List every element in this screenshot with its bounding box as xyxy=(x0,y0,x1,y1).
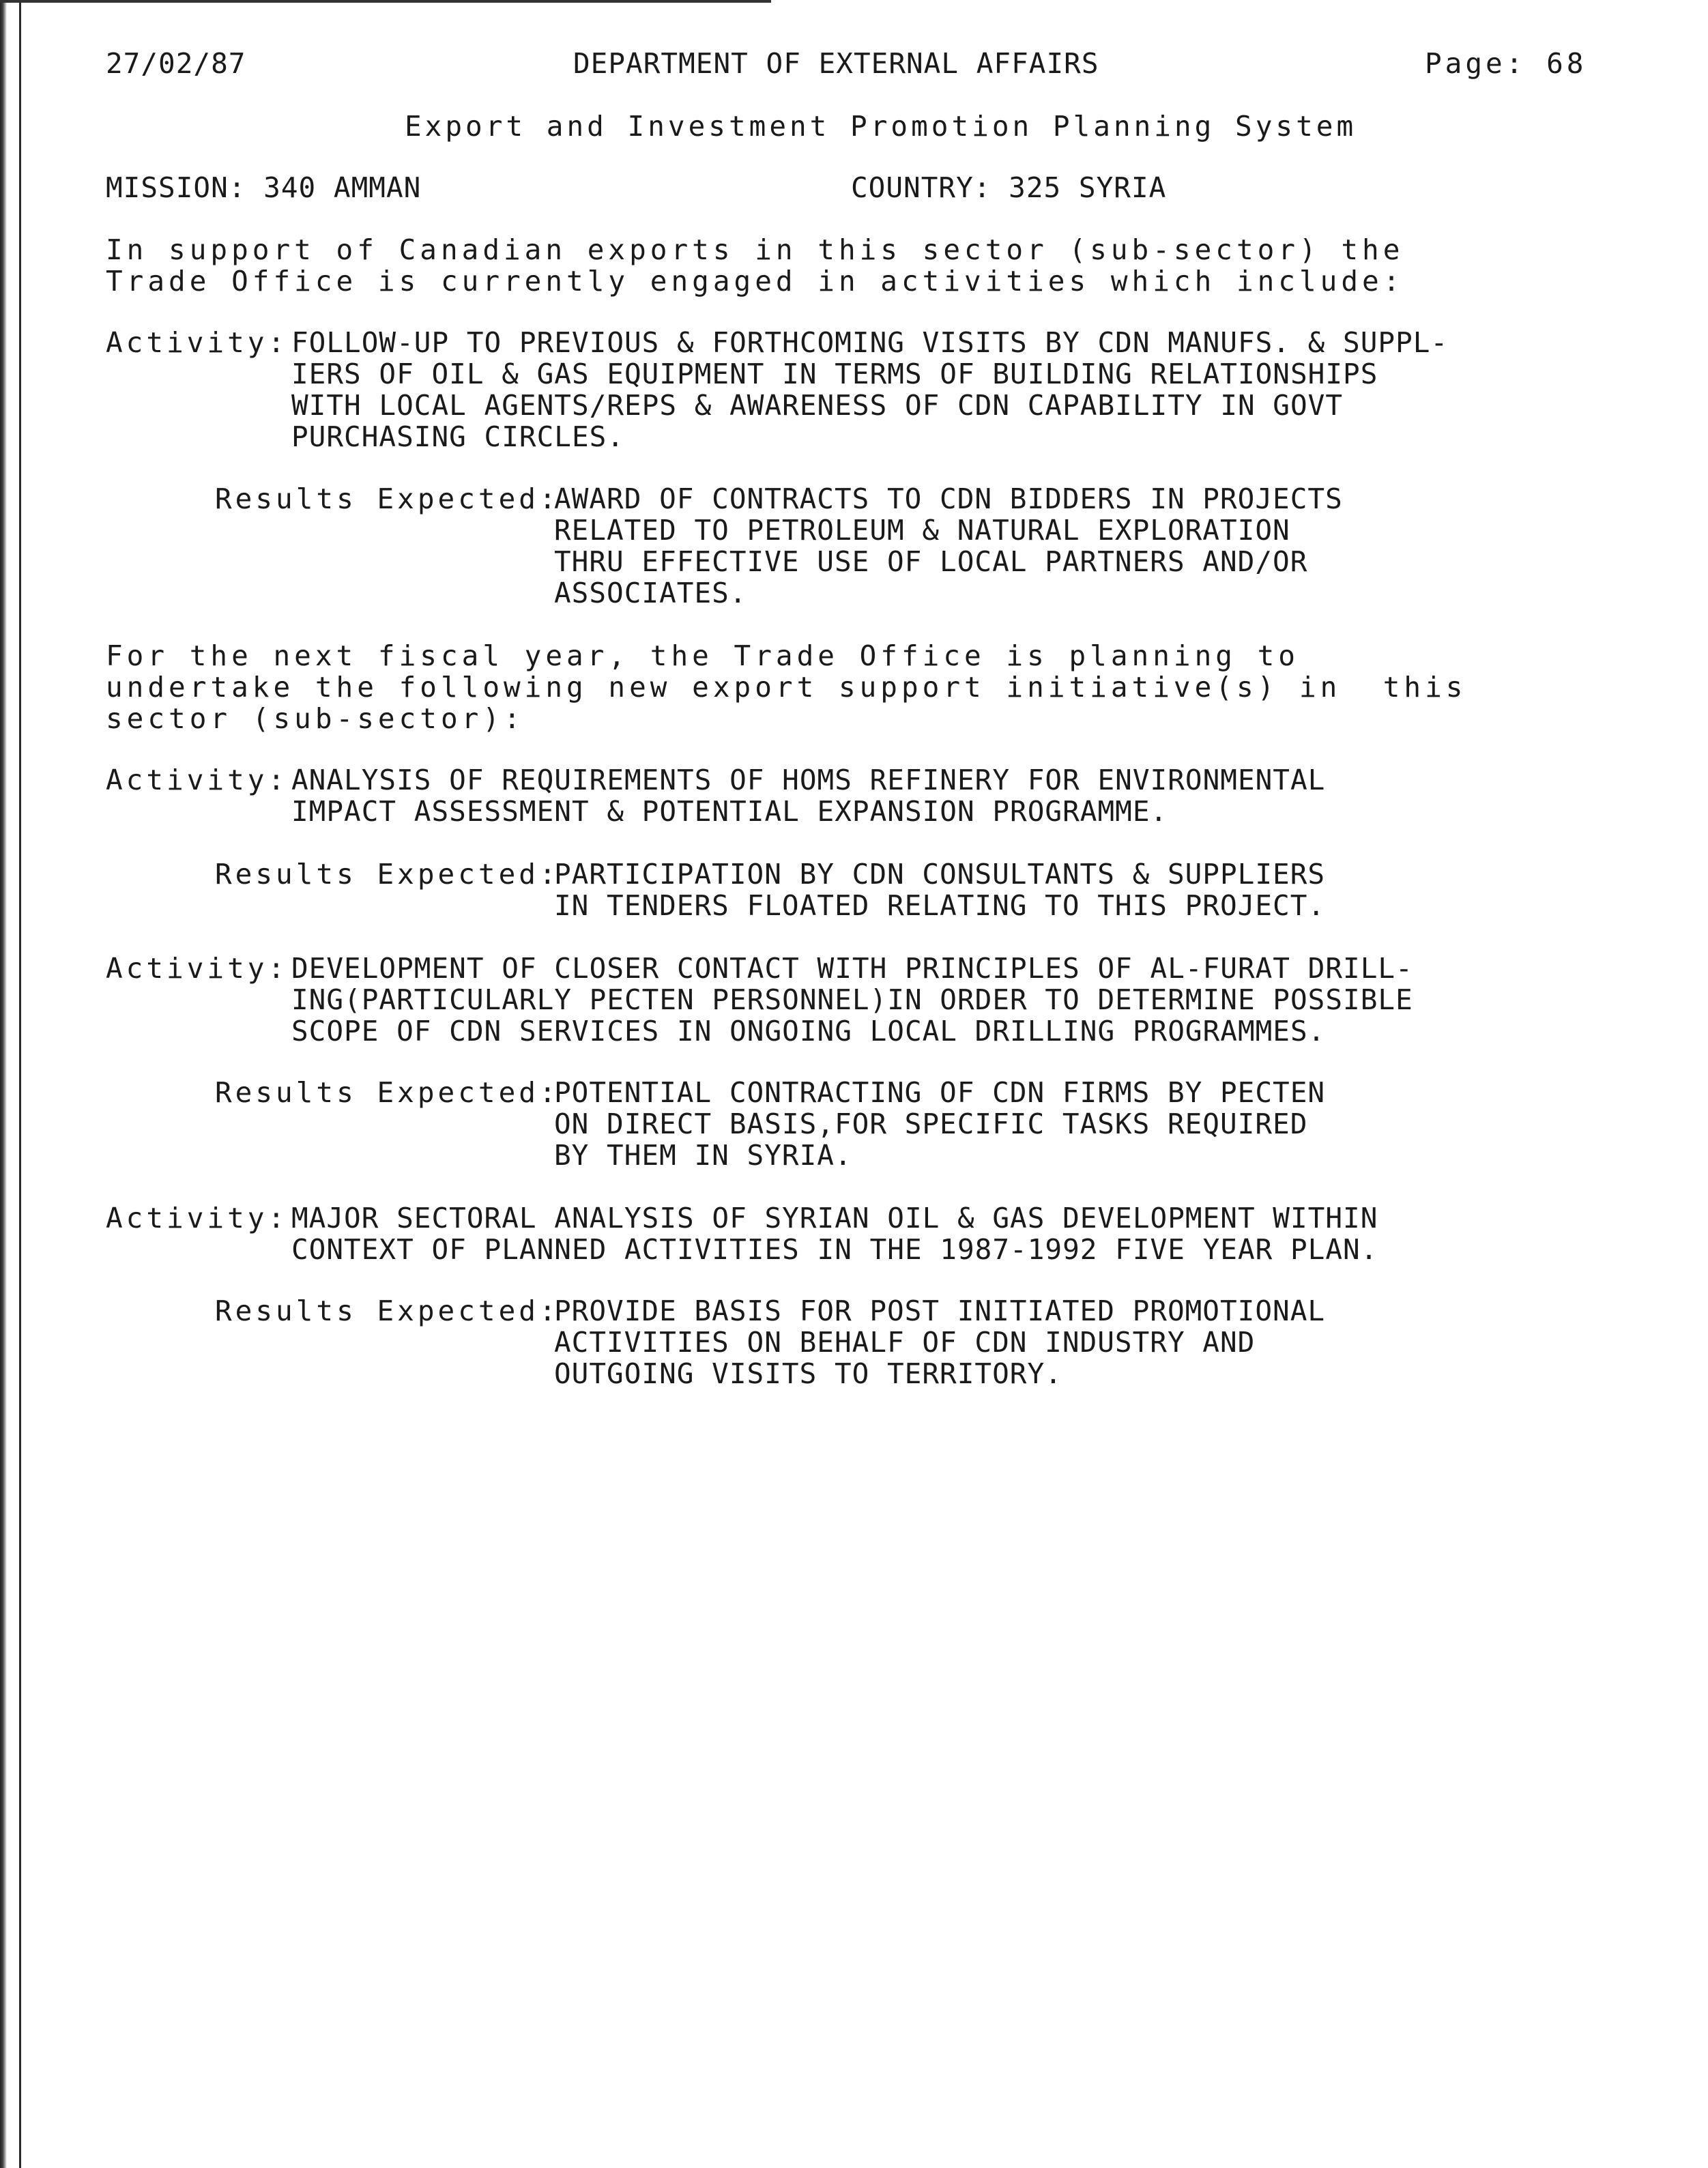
results-text-line: AWARD OF CONTRACTS TO CDN BIDDERS IN PROJECTS xyxy=(554,482,1343,515)
department-name: DEPARTMENT OF EXTERNAL AFFAIRS xyxy=(573,47,1099,80)
planned-intro-line: sector (sub-sector): xyxy=(106,702,525,735)
results-label: Results Expected: xyxy=(215,482,560,515)
results-text-line: BY THEM IN SYRIA. xyxy=(554,1139,852,1172)
current-intro-line: Trade Office is currently engaged in activities which include: xyxy=(106,265,1404,298)
mission-field: MISSION: 340 AMMAN xyxy=(106,171,422,204)
activity-label: Activity: xyxy=(106,764,289,796)
results-text-line: PARTICIPATION BY CDN CONSULTANTS & SUPPLIERS xyxy=(554,858,1326,891)
activity-label: Activity: xyxy=(106,326,289,359)
scan-edge-left xyxy=(0,0,7,2168)
results-text-line: PROVIDE BASIS FOR POST INITIATED PROMOTIONAL xyxy=(554,1295,1326,1327)
activity-text-line: IERS OF OIL & GAS EQUIPMENT IN TERMS OF BUILDING RELATIONSHIPS xyxy=(291,358,1378,390)
system-title: Export and Investment Promotion Planning System xyxy=(405,110,1357,143)
current-intro-line: In support of Canadian exports in this sector (sub-sector) the xyxy=(106,233,1404,266)
activity-text-line: ING(PARTICULARLY PECTEN PERSONNEL)IN ORDER TO DETERMINE POSSIBLE xyxy=(291,983,1413,1016)
activity-text-line: ANALYSIS OF REQUIREMENTS OF HOMS REFINERY FOR ENVIRONMENTAL xyxy=(291,764,1326,796)
scan-edge-top xyxy=(0,0,771,3)
results-text-line: THRU EFFECTIVE USE OF LOCAL PARTNERS AND/OR xyxy=(554,545,1308,578)
report-date: 27/02/87 xyxy=(106,47,246,80)
activity-text-line: MAJOR SECTORAL ANALYSIS OF SYRIAN OIL & GAS DEVELOPMENT WITHIN xyxy=(291,1202,1378,1234)
results-label: Results Expected: xyxy=(215,858,560,891)
results-text-line: IN TENDERS FLOATED RELATING TO THIS PROJECT. xyxy=(554,889,1326,922)
planned-intro-line: undertake the following new export support initiative(s) in this xyxy=(106,671,1467,704)
scan-edge-rule xyxy=(19,0,21,2168)
results-text-line: POTENTIAL CONTRACTING OF CDN FIRMS BY PECTEN xyxy=(554,1076,1326,1109)
results-text-line: ASSOCIATES. xyxy=(554,577,747,609)
activity-text-line: DEVELOPMENT OF CLOSER CONTACT WITH PRINCIPLES OF AL-FURAT DRILL- xyxy=(291,952,1413,985)
page-number: Page: 68 xyxy=(1425,47,1587,80)
results-label: Results Expected: xyxy=(215,1295,560,1327)
results-text-line: OUTGOING VISITS TO TERRITORY. xyxy=(554,1357,1062,1390)
results-label: Results Expected: xyxy=(215,1076,560,1109)
activity-text-line: SCOPE OF CDN SERVICES IN ONGOING LOCAL DRILLING PROGRAMMES. xyxy=(291,1015,1326,1047)
activity-label: Activity: xyxy=(106,1202,289,1234)
activity-label: Activity: xyxy=(106,952,289,985)
planned-intro-line: For the next fiscal year, the Trade Office is planning to xyxy=(106,639,1299,672)
activity-text-line: FOLLOW-UP TO PREVIOUS & FORTHCOMING VISITS BY CDN MANUFS. & SUPPL- xyxy=(291,326,1449,359)
results-text-line: ON DIRECT BASIS,FOR SPECIFIC TASKS REQUIRED xyxy=(554,1108,1308,1140)
activity-text-line: WITH LOCAL AGENTS/REPS & AWARENESS OF CDN CAPABILITY IN GOVT xyxy=(291,389,1344,422)
country-field: COUNTRY: 325 SYRIA xyxy=(851,171,1167,204)
activity-text-line: CONTEXT OF PLANNED ACTIVITIES IN THE 1987-1992 FIVE YEAR PLAN. xyxy=(291,1233,1378,1266)
activity-text-line: PURCHASING CIRCLES. xyxy=(291,420,624,453)
results-text-line: RELATED TO PETROLEUM & NATURAL EXPLORATION xyxy=(554,514,1290,547)
activity-text-line: IMPACT ASSESSMENT & POTENTIAL EXPANSION PROGRAMME. xyxy=(291,795,1168,828)
results-text-line: ACTIVITIES ON BEHALF OF CDN INDUSTRY AND xyxy=(554,1326,1256,1359)
